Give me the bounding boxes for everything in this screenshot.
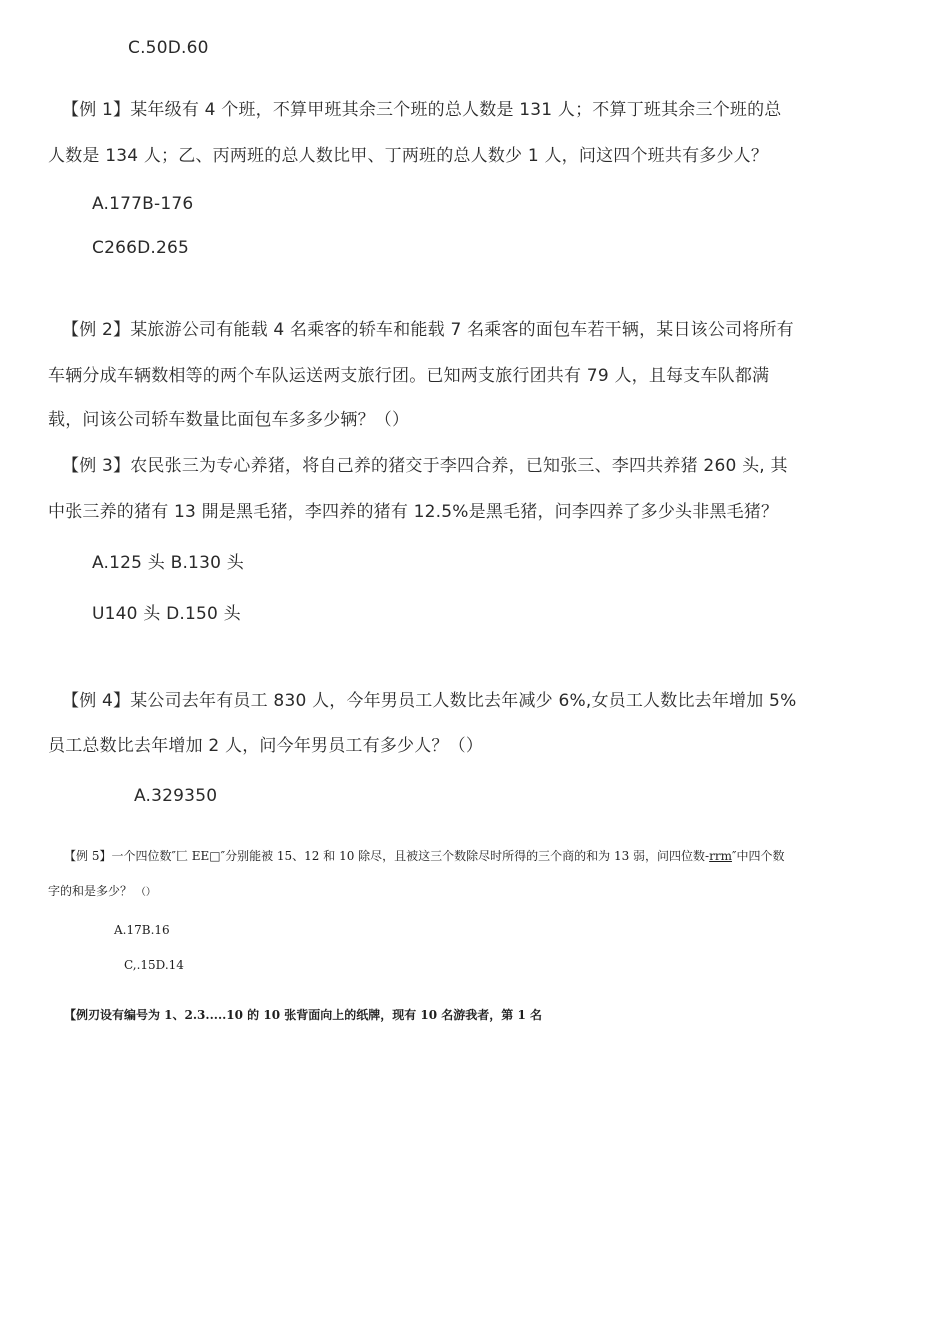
example-5-line-1-underlined: rrm	[709, 849, 732, 863]
example-4-line-2: 员工总数比去年增加 2 人，问今年男员工有多少人？（）	[48, 736, 484, 756]
example-1-line-2: 人数是 134 人；乙、丙两班的总人数比甲、丁两班的总人数少 1 人，问这四个班共有多少人？	[48, 146, 769, 166]
example-1-options-cd: C266D.265	[92, 238, 190, 258]
example-3-options-cd: U140 头 D.150 头	[92, 604, 241, 624]
example-3-line-1: 【例 3】农民张三为专心养猪，将自己养的猪交于李四合养，已知张三、李四共养猪 260 头, 其	[62, 456, 788, 476]
example-1-line-1: 【例 1】某年级有 4 个班，不算甲班其余三个班的总人数是 131 人；不算丁班其余三个班的总	[62, 100, 782, 120]
example-5-line-2-text: 字的和是多少？	[48, 884, 133, 898]
example-5-options-ab: A.17B.16	[114, 923, 170, 937]
line-options-cd-prev: C.50D.60	[128, 38, 209, 58]
example-3-options-ab: A.125 头 B.130 头	[92, 553, 244, 573]
example-4-options-ab: A.329350	[134, 786, 218, 806]
example-5-line-1-text-a: 【例 5】一个四位数″匚 EE□″分别能被 15、12 和 10 除尽，且被这三个数除尽时所得的三个商的和为 13 弱，问四位数-	[64, 849, 710, 863]
example-5-line-2-paren: （）	[135, 887, 156, 898]
example-3-line-2: 中张三养的猪有 13 開是黑毛猪，李四养的猪有 12.5%是黑毛猪，问李四养了多少头非黑毛猪？	[48, 502, 779, 522]
example-5-line-1-text-c: ″中四个数	[731, 849, 785, 863]
example-6-line-1: 【例刃设有编号为 1、2.3.....10 的 10 张背面向上的纸牌，现有 10 名游我者，第 1 名	[64, 1008, 542, 1022]
example-5-line-1	[64, 847, 784, 865]
example-2-line-3: 载，问该公司轿车数量比面包车多多少辆？（）	[48, 410, 410, 430]
example-2-line-2: 车辆分成车辆数相等的两个车队运送两支旅行团。已知两支旅行团共有 79 人，且每支车队都满	[48, 366, 770, 386]
example-2-line-1: 【例 2】某旅游公司有能载 4 名乘客的轿车和能载 7 名乘客的面包车若干辆，某日该公司将所有	[62, 320, 794, 340]
example-1-options-ab: A.177B-176	[92, 194, 194, 214]
example-5-options-cd: C,.15D.14	[124, 958, 184, 972]
example-5-line-2	[48, 882, 156, 902]
example-4-line-1: 【例 4】某公司去年有员工 830 人，今年男员工人数比去年减少 6%,女员工人数比去年增加 5%	[62, 691, 797, 711]
